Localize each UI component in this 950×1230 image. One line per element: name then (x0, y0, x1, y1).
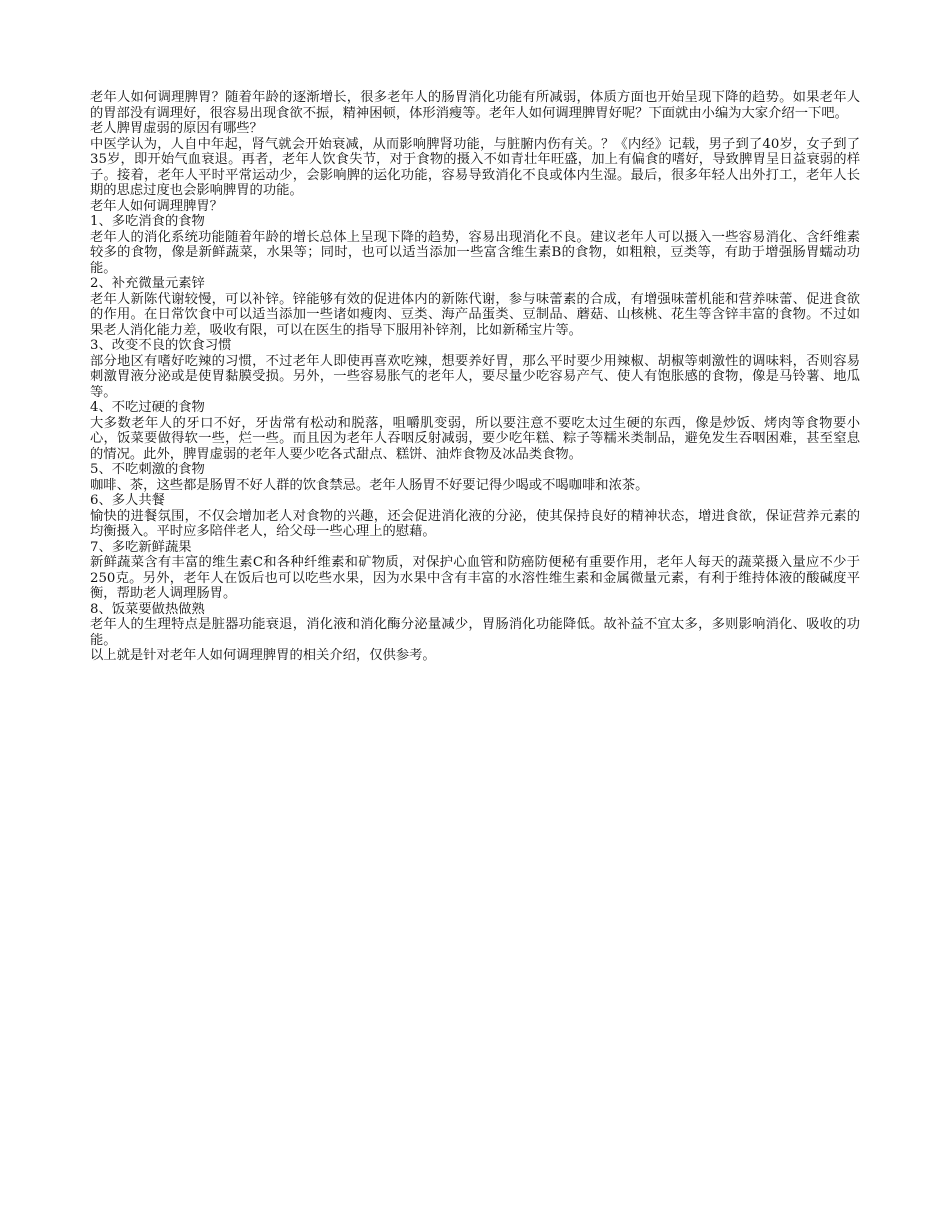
section-3-text: 部分地区有嗜好吃辣的习惯，不过老年人即使再喜欢吃辣，想要养好胃，那么平时要少用辣椒、胡椒等刺激性的调味料，否则容易刺激胃液分泌或是使胃黏膜受损。另外，一些容易胀气的老年人，要尽量少吃容易产气、使人有饱胀感的食物，像是马铃薯、地瓜等。 (90, 353, 860, 400)
section-8-text: 老年人的生理特点是脏器功能衰退，消化液和消化酶分泌量减少，胃肠消化功能降低。故补益不宜太多，多则影响消化、吸收的功能。 (90, 617, 860, 648)
section-2-title: 2、补充微量元素锌 (90, 276, 205, 291)
section-4-text: 大多数老年人的牙口不好，牙齿常有松动和脱落，咀嚼肌变弱，所以要注意不要吃太过生硬的东西，像是炒饭、烤肉等食物要小心，饭菜要做得软一些，烂一些。而且因为老年人吞咽反射减弱，要少吃年糕、粽子等糯米类制品，避免发生吞咽困难，甚至窒息的情况。此外，脾胃虚弱的老年人要少吃各式甜点、糕饼、油炸食物及冰品类食物。 (90, 415, 860, 462)
section-7-text: 新鲜蔬菜含有丰富的维生素C和各种纤维素和矿物质，对保护心血管和防癌防便秘有重要作用，老年人每天的蔬菜摄入量应不少于250克。另外，老年人在饭后也可以吃些水果，因为水果中含有丰富的水溶性维生素和金属微量元素，有利于维持体液的酸碱度平衡，帮助老人调理肠胃。 (90, 555, 860, 601)
section-7-title: 7、多吃新鲜蔬果 (90, 539, 192, 555)
section-5-title: 5、不吃刺激的食物 (90, 462, 205, 477)
section-5-text: 咖啡、茶，这些都是肠胃不好人群的饮食禁忌。老年人肠胃不好要记得少喝或不喝咖啡和浓茶。 (90, 477, 649, 493)
section-1-text: 老年人的消化系统功能随着年龄的增长总体上呈现下降的趋势，容易出现消化不良。建议老年人可以摄入一些容易消化、含纤维素较多的食物，像是新鲜蔬菜，水果等；同时，也可以适当添加一些富含维生素B的食物，如粗粮，豆类等，有助于增强肠胃蠕动功能。 (90, 229, 860, 276)
conclusion-paragraph: 以上就是针对老年人如何调理脾胃的相关介绍，仅供参考。 (90, 648, 436, 663)
section-1-title: 1、多吃消食的食物 (90, 214, 205, 229)
section-3-title: 3、改变不良的饮食习惯 (90, 338, 232, 353)
method-heading: 老年人如何调理脾胃？ (90, 198, 223, 214)
cause-heading: 老人脾胃虚弱的原因有哪些？ (90, 121, 263, 136)
section-6-title: 6、多人共餐 (90, 493, 165, 508)
section-4-title: 4、不吃过硬的食物 (90, 400, 205, 415)
cause-paragraph: 中医学认为，人自中年起，肾气就会开始衰减，从而影响脾肾功能，与脏腑内伤有关。？《内经》记载，男子到了40岁，女子到了35岁，即开始气血衰退。再者，老年人饮食失节，对于食物的摄入不如青壮年旺盛，加上有偏食的嗜好，导致脾胃呈日益衰弱的样子。接着，老年人平时平常运动少，会影响脾的运化功能，容易导致消化不良或体内生湿。最后，很多年轻人出外打工，老年人长期的思虑过度也会影响脾胃的功能。 (90, 136, 860, 198)
section-8-title: 8、饭菜要做热做熟 (90, 601, 205, 617)
section-2-text: 老年人新陈代谢较慢，可以补锌。锌能够有效的促进体内的新陈代谢，参与味蕾素的合成，有增强味蕾机能和营养味蕾、促进食欲的作用。在日常饮食中可以适当添加一些诸如瘦肉、豆类、海产品蛋类、豆制品、蘑菇、山核桃、花生等含锌丰富的食物。不过如果老人消化能力差，吸收有限，可以在医生的指导下服用补锌剂，比如新稀宝片等。 (90, 291, 860, 338)
section-6-text: 愉快的进餐氛围，不仅会增加老人对食物的兴趣，还会促进消化液的分泌，使其保持良好的精神状态，增进食欲，保证营养元素的均衡摄入。平时应多陪伴老人，给父母一些心理上的慰藉。 (90, 508, 860, 539)
intro-paragraph: 老年人如何调理脾胃？随着年龄的逐渐增长，很多老年人的肠胃消化功能有所减弱，体质方面也开始呈现下降的趋势。如果老年人的胃部没有调理好，很容易出现食欲不振，精神困顿，体形消瘦等。老年人如何调理脾胃好呢？下面就由小编为大家介绍一下吧。 (90, 90, 860, 121)
article-body (90, 90, 860, 664)
